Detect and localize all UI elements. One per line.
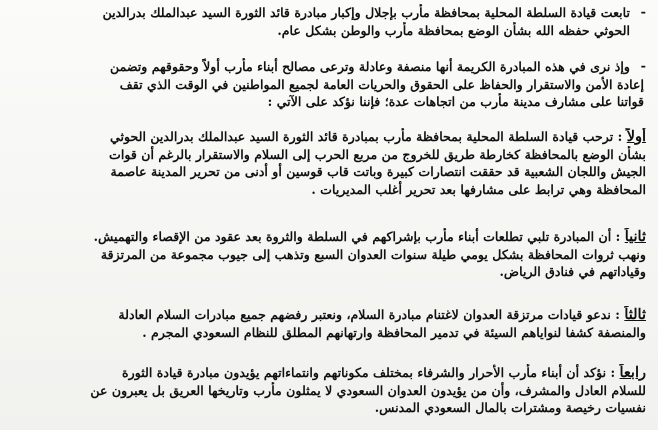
- paragraph-intro: [60, 4, 644, 39]
- section-fourth-heading: رابعاً: [619, 364, 646, 381]
- text-line: الحوثي حفظه الله بشأن الوضع بمحافظة مأرب والوطن بشكل عام.: [277, 22, 630, 38]
- text-line: وقياداتهم في فنادق الرياض.: [499, 264, 646, 279]
- section-second-line-1: [8, 228, 646, 246]
- section-third-line-1: [8, 306, 646, 324]
- section-third: [8, 306, 646, 341]
- paragraph-position: [12, 58, 644, 111]
- bullet-marker: -: [640, 59, 646, 74]
- section-second: [8, 228, 646, 281]
- text-line: : ندعو قيادات مرتزقة العدوان لاغتنام مبادرة السلام، ونعتبر رفضهم جميع مبادرات السلام العادلة: [118, 307, 620, 322]
- section-third-heading: ثالثاً: [624, 306, 646, 323]
- text-line: والمنصفة كشفا لنواياهم السيئة في تدمير المحافظة وارتهانهم المطلق للنظام السعودي المجرم .: [142, 324, 646, 340]
- text-line: المحافظة وهي ترابط على مشارفها بعد تحرير أغلب المديريات .: [311, 181, 646, 197]
- text-line: إعادة الأمن والاستقرار والحفاظ على الحقوق والحريات العامة لجميع المواطنين في الوقت الذي تقف: [119, 76, 644, 92]
- text-line: : أن المبادرة تلبي تطلعات أبناء مأرب بإشراكهم في السلطة والثروة بعد عقود من الإقصاء والتهميش.: [93, 229, 621, 244]
- text-line: وإذ نرى في هذه المبادرة الكريمة أنها منصفة وعادلة وترعى مصالح أبناء مأرب أولاً وحقوقهم وتضمن: [109, 59, 630, 74]
- text-line: ونهب ثروات المحافظة بشكل يومي طيلة سنوات العدوان السبع وتذهب إلى جيوب مجموعة من المرتزقة: [100, 246, 646, 262]
- section-first-line-1: [8, 128, 646, 146]
- text-line: للسلام العادل والمشرف، وأن من يؤيدون العدوان السعودي لا يمثلون مأرب وتاريخها العريق بل يعبرون عن: [90, 382, 646, 398]
- text-line: الجيش واللجان الشعبية قد حققت انتصارات كبيرة وباتت قاب قوسين أو أدنى من تحرير المدينة عاصمة: [110, 164, 646, 179]
- bullet-marker: -: [640, 5, 646, 20]
- text-line: قواتنا على مشارف مدينة مأرب من اتجاهات عدة؛ فإننا نؤكد على الآتي :: [267, 94, 644, 109]
- text-line: بشأن الوضع بالمحافظة كخارطة طريق للخروج من مربع الحرب إلى السلام والاستقرار بالرغم أن قوات: [108, 146, 646, 162]
- section-fourth: [8, 364, 646, 417]
- section-first-heading: أولاً: [626, 128, 646, 145]
- text-line: : ترحب قيادة السلطة المحلية بمحافظة مأرب بمبادرة قائد الثورة السيد عبدالملك بدرالدين الحوثي: [109, 129, 623, 144]
- section-first: [8, 128, 646, 198]
- text-line: تابعت قيادة السلطة المحلية بمحافظة مأرب بإجلال وإكبار مبادرة قائد الثورة السيد عبدالملك بدرالدين: [102, 5, 630, 20]
- text-line: نفسيات رخيصة ومشترات بالمال السعودي المدنس.: [374, 400, 646, 415]
- section-fourth-line-1: [8, 364, 646, 382]
- text-line: : نؤكد أن أبناء مأرب الأحرار والشرفاء بمختلف مكوناتهم وانتماءاتهم يؤيدون مبادرة قيادة الثورة: [122, 365, 616, 380]
- section-second-heading: ثانياً: [624, 228, 646, 245]
